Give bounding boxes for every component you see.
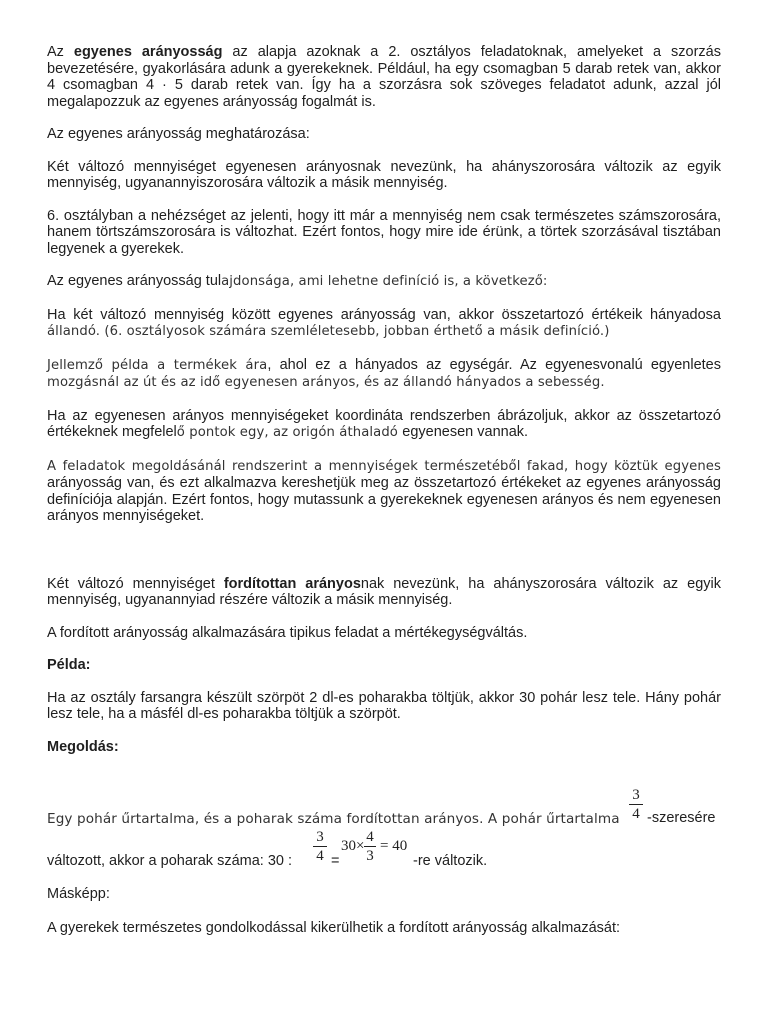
heading-solution: Megoldás: <box>47 738 119 755</box>
property-heading-a: Az egyenes arányosság tul <box>47 273 222 289</box>
solution-line-1-suffix: -szeresére <box>647 810 716 826</box>
intro-text-start: Az <box>47 44 74 60</box>
paragraph-otherwise: Másképp: <box>47 886 110 902</box>
paragraph-property-heading <box>47 273 721 291</box>
intro-text-rest: az alapja azoknak a 2. osztályos feladatoknak, amelyeket a szorzás bevezetésére, gyakorlására adunk a gyerekeknek. Például, ha egy csomagban 5 darab retek van, akkor 4 csomagban 4 · 5 darab retek van. Így ha a szorzásra sok szöveges feladatot adunk, azzal jól megalapozzuk az egyenes arányosság fogalmát is. <box>47 44 721 110</box>
fraction-3-numerator: 4 <box>366 829 374 845</box>
solution-line-1: Egy pohár űrtartalma, és a poharak száma fordítottan arányos. A pohár űrtartalma <box>47 811 620 827</box>
paragraph-coordinate <box>47 408 721 442</box>
solution-line-2-suffix: -re változik. <box>413 853 488 869</box>
inverse-text-start: Két változó mennyiséget <box>47 575 224 592</box>
inverse-text-rest: nak nevezünk, ha ahányszorosára változik az egyik mennyiség, ugyanannyiad részére változik a másik mennyiség. <box>47 575 721 608</box>
term-inverse-proportion: fordítottan arányos <box>223 575 361 592</box>
fraction-three-quarters-2 <box>313 828 327 865</box>
example-text-b: , ahol ez a hányados az egységár. Az egyenesvonalú egyenletes <box>267 356 721 373</box>
property-heading-b: ajdonsága, ami lehetne definíció is, a következő: <box>221 274 548 289</box>
tasks-text-b: arányosság van, és ezt alkalmazva kereshetjük meg az összetartozó értékeket az egyenes arányosság definíciója alapján. Ezért fontos, hogy mutassunk a gyerekeknek egyenesen arányos és nem egyenesen arányos mennyiségeket. <box>47 475 721 524</box>
paragraph-example-problem: Ha az osztály farsangra készült szörpöt 2 dl-es poharakba töltjük, akkor 30 pohár lesz tele. Hány pohár lesz tele, ha a másfél dl-es poharakba töltjük a szörpöt. <box>47 689 721 722</box>
fraction-1-numerator: 3 <box>632 787 640 803</box>
fraction-2-numerator: 3 <box>316 829 324 845</box>
paragraph-intro <box>47 44 721 110</box>
paragraph-grade6: 6. osztályban a nehézséget az jelenti, hogy itt már a mennyiség nem csak természetes számszorosára, hanem törtszámszorosára is változhat. Ezért fontos, hogy mire ide érünk, a törtek szorzásával tisztában legyenek a gyerekek. <box>47 207 721 257</box>
paragraph-definition-heading: Az egyenes arányosság meghatározása: <box>47 126 310 142</box>
paragraph-definition: Két változó mennyiséget egyenesen arányosnak nevezünk, ha ahányszorosára változik az egyik mennyiség, ugyanannyiszorosára változik a másik mennyiség. <box>47 158 721 191</box>
document-page <box>47 44 721 771</box>
example-text-c: mozgásnál az út és az idő egyenesen arányos, és az állandó hányados a sebesség. <box>47 375 605 390</box>
section-spacer <box>47 541 721 576</box>
paragraph-natural-thinking: A gyerekek természetes gondolkodással kikerülhetik a fordított arányosság alkalmazását: <box>47 920 621 936</box>
tasks-text-a: A feladatok megoldásánál rendszerint a mennyiségek természetéből fakad, hogy köztük egyenes <box>47 458 721 474</box>
term-direct-proportion: egyenes arányosság <box>73 44 223 60</box>
property-text-b: állandó. (6. osztályosok számára szemléletesebb, jobban érthető a másik definíció.) <box>47 324 610 339</box>
paragraph-tasks <box>47 458 721 525</box>
solution-line-2: változott, akkor a poharak száma: 30 : <box>47 853 293 869</box>
property-text-a: Ha két változó mennyiség között egyenes arányosság van, akkor összetartozó értékeik hányadosa <box>47 306 721 323</box>
paragraph-inverse-application: A fordított arányosság alkalmazására tipikus feladat a mértékegységváltás. <box>47 624 528 641</box>
coordinate-text-c: egyenesen vannak. <box>402 424 529 440</box>
paragraph-inverse-definition <box>47 576 721 609</box>
equals-sign-1: = <box>331 853 340 869</box>
paragraph-property <box>47 307 721 341</box>
expression-equals-forty: = 40 <box>380 838 408 854</box>
heading-example: Példa: <box>47 657 91 673</box>
example-text-a: Jellemző példa a termékek ára <box>47 357 268 373</box>
fraction-1-denominator: 4 <box>632 806 640 822</box>
paragraph-example-prices <box>47 357 721 392</box>
fraction-four-thirds <box>364 828 376 865</box>
coordinate-text-b: ő pontok egy, az origón áthaladó <box>176 425 403 440</box>
expression-thirty-times: 30× <box>341 838 365 854</box>
fraction-3-denominator: 3 <box>366 848 374 864</box>
fraction-three-quarters-1 <box>629 786 643 823</box>
coordinate-text-a: Ha az egyenesen arányos mennyiségeket koordináta rendszerben ábrázoljuk, akkor az összetartozó értékeknek megfelel <box>47 407 721 440</box>
fraction-2-denominator: 4 <box>316 848 324 864</box>
